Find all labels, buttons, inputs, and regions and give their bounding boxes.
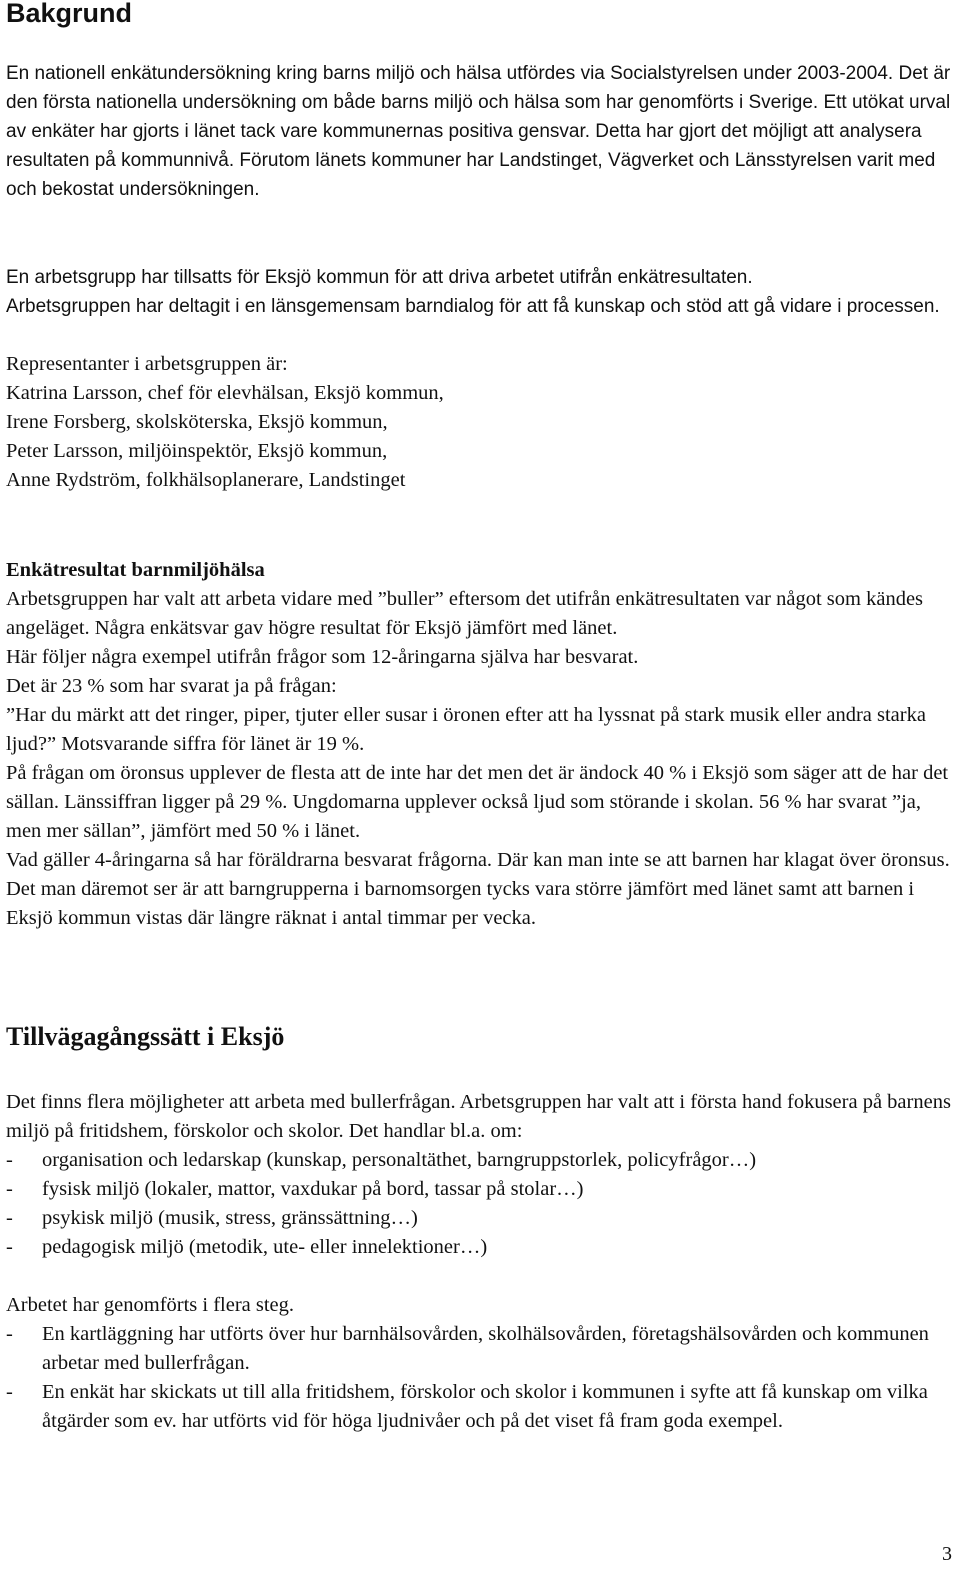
paragraph-line: Arbetsgruppen har deltagit i en länsgemensam barndialog för att få kunskap och stöd att gå vidare i processen.	[6, 296, 940, 317]
representative-item: Katrina Larsson, chef för elevhälsan, Eksjö kommun,	[6, 382, 444, 404]
dash-marker: -	[6, 1149, 13, 1171]
paragraph-line: Vad gäller 4-åringarna så har föräldrarna besvarat frågorna. Där kan man inte se att barnen har klagat över öronsus. Det man däremot ser är att barngrupperna i barnomsorgen tycks vara större jämfört med länet samt att barnen i Eksjö kommun vistas där längre räknat i antal timmar per vecka.	[6, 849, 950, 929]
intro-paragraph	[6, 59, 954, 204]
enkat-section	[6, 556, 954, 933]
workgroup-section	[6, 263, 954, 321]
list-item	[6, 1175, 954, 1204]
list-item	[6, 1378, 954, 1436]
heading-tillvagagangssatt: Tillvägagångssätt i Eksjö	[6, 1022, 285, 1051]
list-item	[6, 1233, 954, 1262]
dash-marker: -	[6, 1323, 13, 1345]
list-item-text: psykisk miljö (musik, stress, gränssättning…)	[42, 1207, 418, 1229]
page-number: 3	[942, 1543, 952, 1565]
list-item-text: En enkät har skickats ut till alla fritidshem, förskolor och skolor i kommunen i syfte att få kunskap om vilka åtgärder som ev. har utförts vid för höga ljudnivåer och på det viset få fram goda exempel.	[42, 1381, 928, 1432]
dash-marker: -	[6, 1207, 13, 1229]
paragraph-line: Det är 23 % som har svarat ja på frågan:	[6, 675, 337, 697]
list-item	[6, 1204, 954, 1233]
list-item-text: En kartläggning har utförts över hur barnhälsovården, skolhälsovården, företagshälsovården och kommunen arbetar med bullerfrågan.	[42, 1323, 929, 1374]
representative-item: Peter Larsson, miljöinspektör, Eksjö kommun,	[6, 440, 388, 462]
representatives-intro: Representanter i arbetsgruppen är:	[6, 353, 288, 375]
list-item-text: organisation och ledarskap (kunskap, personaltäthet, barngruppstorlek, policyfrågor…)	[42, 1149, 757, 1171]
list-item	[6, 1320, 954, 1378]
representative-item: Irene Forsberg, skolsköterska, Eksjö kommun,	[6, 411, 388, 433]
steps-list	[6, 1320, 954, 1436]
paragraph-text: En nationell enkätundersökning kring barns miljö och hälsa utfördes via Socialstyrelsen under 2003-2004. Det är den första nationella undersökning om både barns miljö och hälsa som har genomförts i Sverige. Ett utökat urval av enkäter har gjorts i länet tack vare kommunernas positiva gensvar. Detta har gjort det möjligt att analysera resultaten på kommunnivå. Förutom länets kommuner har Landstinget, Vägverket och Länsstyrelsen varit med och bekostat undersökningen.	[6, 63, 951, 200]
paragraph-line: På frågan om öronsus upplever de flesta att de inte har det men det är ändock 40 % i Eksjö som säger att de har det sällan. Länssiffran ligger på 29 %. Ungdomarna upplever också ljud som störande i skolan. 56 % har svarat ”ja, men mer sällan”, jämfört med 50 % i länet.	[6, 762, 949, 842]
list-item-text: pedagogisk miljö (metodik, ute- eller innelektioner…)	[42, 1236, 488, 1258]
steps-intro: Arbetet har genomförts i flera steg.	[6, 1294, 295, 1316]
paragraph-line: En arbetsgrupp har tillsatts för Eksjö kommun för att driva arbetet utifrån enkätresultaten.	[6, 267, 753, 288]
paragraph-text: Det finns flera möjligheter att arbeta med bullerfrågan. Arbetsgruppen har valt att i första hand fokusera på barnens miljö på fritidshem, förskolor och skolor. Det handlar bl.a. om:	[6, 1091, 951, 1142]
representatives-section	[6, 350, 954, 495]
heading-bakgrund: Bakgrund	[6, 0, 133, 28]
dash-marker: -	[6, 1381, 13, 1403]
steps-section	[6, 1291, 954, 1436]
paragraph-line: Här följer några exempel utifrån frågor som 12-åringarna själva har besvarat.	[6, 646, 639, 668]
dash-marker: -	[6, 1178, 13, 1200]
paragraph-line: Arbetsgruppen har valt att arbeta vidare med ”buller” eftersom det utifrån enkätresultaten var något som kändes angeläget. Några enkätsvar gav högre resultat för Eksjö jämfört med länet.	[6, 588, 924, 639]
focus-list	[6, 1146, 954, 1262]
dash-marker: -	[6, 1236, 13, 1258]
list-item	[6, 1146, 954, 1175]
heading-enkatresultat: Enkätresultat barnmiljöhälsa	[6, 559, 265, 581]
representative-item: Anne Rydström, folkhälsoplanerare, Landstinget	[6, 469, 406, 491]
list-item-text: fysisk miljö (lokaler, mattor, vaxdukar på bord, tassar på stolar…)	[42, 1178, 584, 1200]
paragraph-line: ”Har du märkt att det ringer, piper, tjuter eller susar i öronen efter att ha lyssnat på stark musik eller andra starka ljud?” Motsvarande siffra för länet är 19 %.	[6, 704, 926, 755]
tillvag-section	[6, 1088, 954, 1262]
